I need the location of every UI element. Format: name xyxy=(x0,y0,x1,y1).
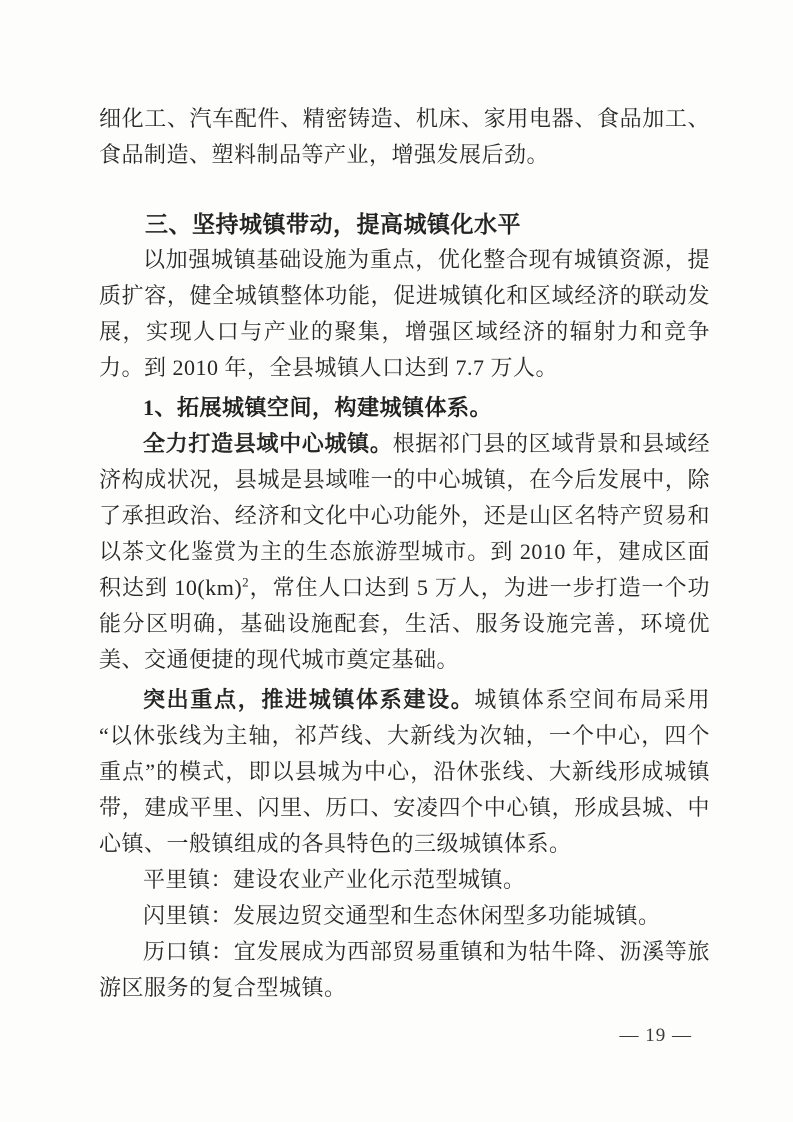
paragraph-text: 城镇体系空间布局采用“以休张线为主轴，祁芦线、大新线为次轴，一个中心，四个重点”的模式，即以县城为中心，沿休张线、大新线形成城镇带，建成平里、闪里、历口、安凌四个中心镇，形成县城、中心镇、一般镇组成的各具特色的三级城镇体系。 xyxy=(99,687,710,856)
paragraph-pingli-town: 平里镇：建设农业产业化示范型城镇。 xyxy=(143,867,526,892)
paragraph-likou-town: 历口镇：宜发展成为西部贸易重镇和为牯牛降、沥溪等旅游区服务的复合型城镇。 xyxy=(99,939,710,1000)
document-content xyxy=(99,101,710,1006)
page-number: — 19 — xyxy=(619,1025,692,1046)
paragraph-text: ，常住人口达到 5 万人，为进一步打造一个功能分区明确，基础设施配套，生活、服务设施完善，环境优美、交通便捷的现代城市奠定基础。 xyxy=(99,575,710,672)
paragraph-town-system xyxy=(99,682,710,862)
bold-lead-county-center: 全力打造县域中心城镇。 xyxy=(143,431,393,456)
section-heading-3: 三、坚持城镇带动，提高城镇化水平 xyxy=(145,211,521,237)
superscript-km-squared: 2 xyxy=(242,574,250,590)
paragraph-text: 根据祁门县的区域背景和县域经济构成状况，县城是县域唯一的中心城镇，在今后发展中，除了承担政治、经济和文化中心功能外，还是山区名特产贸易和以茶文化鉴赏为主的生态旅游型城市。到 2010 年，建成区面积达到 10(km) xyxy=(99,431,710,600)
paragraph-shanli-town: 闪里镇：发展边贸交通型和生态休闲型多功能城镇。 xyxy=(143,903,661,928)
paragraph-industry-continuation: 细化工、汽车配件、精密铸造、机床、家用电器、食品加工、食品制造、塑料制品等产业，增强发展后劲。 xyxy=(99,106,710,167)
subsection-heading-1: 1、拓展城镇空间，构建城镇体系。 xyxy=(143,395,493,420)
paragraph-county-center-town xyxy=(99,426,710,678)
bold-lead-town-system: 突出重点，推进城镇体系建设。 xyxy=(143,687,475,712)
paragraph-urbanization-overview: 以加强城镇基础设施为重点，优化整合现有城镇资源，提质扩容，健全城镇整体功能，促进城镇化和区域经济的联动发展，实现人口与产业的聚集，增强区域经济的辐射力和竞争力。到 2010 年，全县城镇人口达到 7.7 万人。 xyxy=(99,247,710,380)
